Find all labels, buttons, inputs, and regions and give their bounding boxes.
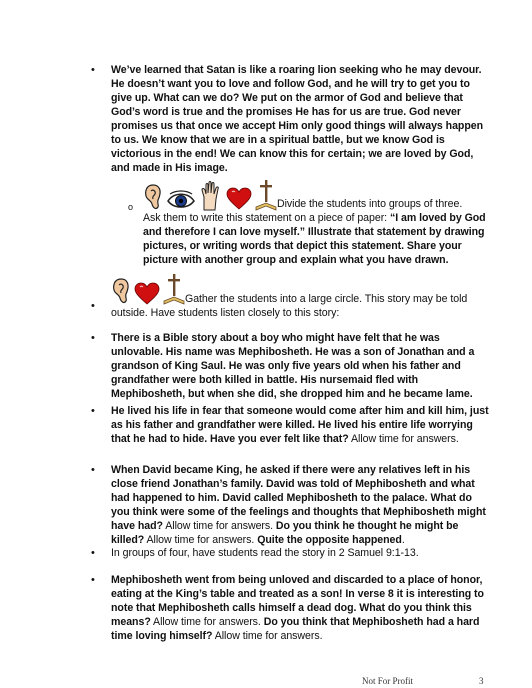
bullet-item-story (91, 331, 493, 401)
cross-bible-icon (255, 179, 277, 211)
bullet-dot: • (91, 332, 95, 344)
bullet-dot: • (91, 547, 95, 559)
bullet-text-bold-1: Mephibosheth went from being unloved and discarded to a place of honor, eating at the King’s table and treated as a son! In verse 8 it is interesting to note that Mephibosheth calls himself a dead dog. What do you think this means? (111, 574, 484, 628)
bullet-item-honor (91, 573, 493, 643)
sense-icons-row (143, 179, 277, 211)
hand-icon (199, 181, 223, 211)
ear-icon (143, 183, 163, 211)
bullet-text-bold: He lived his life in fear that someone would come after him and kill him, just as his father and grandfather were killed. He lived his entire life worrying that he had to hide. Have you ever felt like that? (111, 405, 489, 445)
bullet-dot: • (91, 574, 95, 586)
sub-bullet-text-instruction: Ask them to write this statement on a piece of paper: (143, 212, 390, 224)
eye-icon (166, 189, 196, 211)
bullet-text: We’ve learned that Satan is like a roaring lion seeking who he may devour. He doesn’t want you to love and follow God, and he will try to get you to give up. What can we do? We put on the armor of God and believe that God’s word is true and the promises He has for us are true. God never promises us that once we accept Him only good things will always happen to us. We know that we are in a spiritual battle, but we know God is victorious in the end! We can know this for certain; we are loved by God, and made in His image. (111, 64, 484, 174)
cross-bible-icon (163, 272, 185, 306)
bullet-text-bold-1: When David became King, he asked if there were any relatives left in his close friend Jonathan’s family. David was told of Mephibosheth and what had happened to him. David called Mephibosheth to the palace. What do you think were some of the feelings and thoughts that Mephibosheth might have had? (111, 464, 486, 532)
ear-icon (111, 276, 131, 306)
heart-icon (226, 187, 252, 211)
bullet-text-plain-1: Allow time for answers. (162, 520, 276, 532)
bullet-dot: • (91, 405, 95, 417)
bullet-dot: • (91, 300, 95, 312)
bullet-item-fear (91, 404, 493, 446)
sub-bullet-text-statement: “I am loved by God and therefore I can love myself.” Illustrate that statement by drawing pictures, or writing words that depict this statement. Share your picture with another group and explain what you have drawn. (143, 212, 486, 266)
bullet-text-bold-2: Do you think he thought he might be killed? (111, 520, 459, 546)
bullet-text-plain-3: . (401, 534, 405, 546)
bullet-item-groups (91, 546, 493, 560)
bullet-text: In groups of four, have students read the story in 2 Samuel 9:1-13. (111, 547, 419, 559)
bullet-text-bold-3: Quite the opposite happened (257, 534, 402, 546)
sub-bullet-text-intro: Divide the students into groups of three. (277, 198, 463, 210)
bullet-item-satan (91, 63, 491, 175)
bullet-text: There is a Bible story about a boy who might have felt that he was unlovable. His name was Mephibosheth. He was a son of Jonathan and a grandson of King Saul. He was only five years old when his father and grandfather were both killed in battle. His nursemaid fled with Mephibosheth, but when she did, she dropped him and he became lame. (111, 332, 475, 400)
bullet-item-gather (91, 272, 493, 320)
bullet-text-plain: Allow time for answers. (348, 433, 459, 445)
sub-bullet-marker: o (128, 202, 134, 212)
bullet-text: Gather the students into a large circle. This story may be told outside. Have students listen closely to this story: (111, 293, 468, 319)
sense-icons-row-2 (111, 272, 185, 306)
bullet-text-plain-1: Allow time for answers. (150, 616, 264, 628)
bullet-text-bold-2: Do you think that Mephibosheth had a hard time loving himself? (111, 616, 480, 642)
page-number: 3 (479, 676, 484, 686)
heart-icon (134, 282, 160, 306)
bullet-dot: • (91, 464, 95, 476)
bullet-item-david (91, 463, 493, 547)
bullet-text-plain-2: Allow time for answers. (212, 630, 323, 642)
footer-label: Not For Profit (362, 676, 414, 686)
bullet-text-plain-2: Allow time for answers. (144, 534, 258, 546)
bullet-dot: • (91, 64, 95, 76)
sub-bullet-item (143, 179, 495, 267)
